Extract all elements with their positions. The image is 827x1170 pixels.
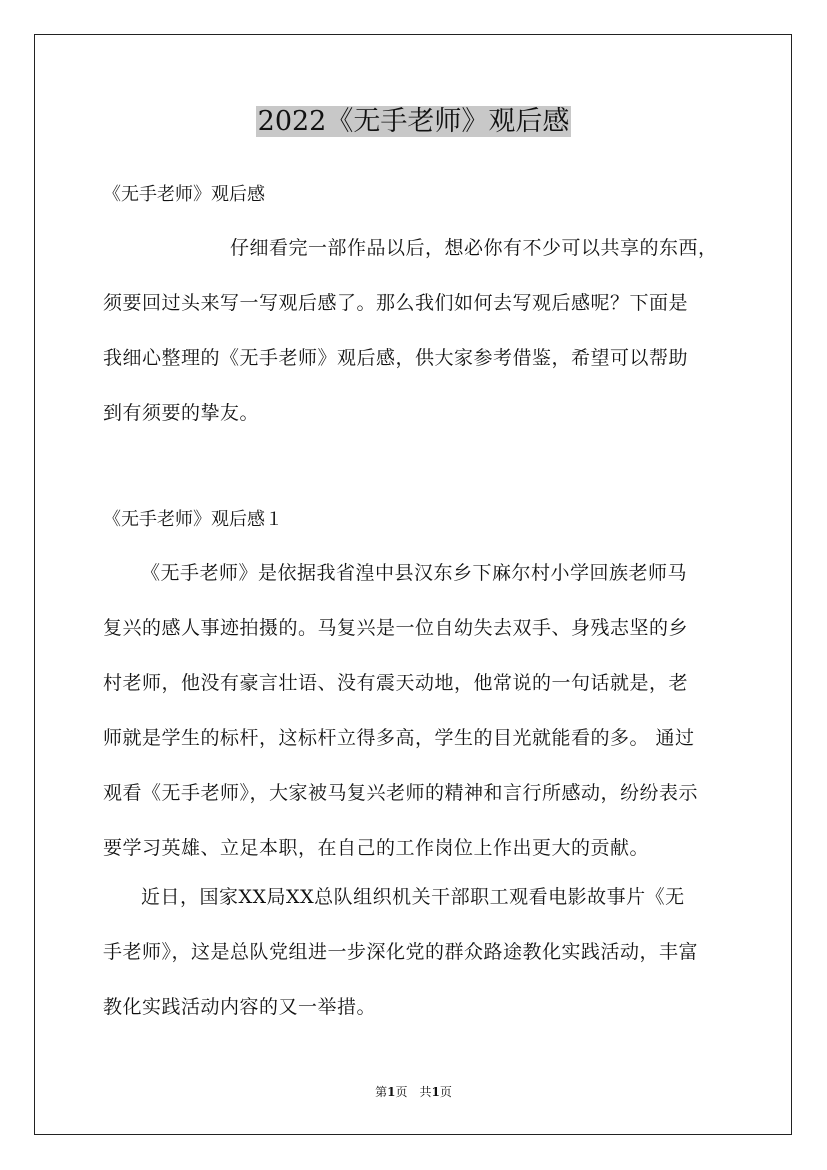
document-title-text: 2022《无手老师》观后感: [257, 106, 570, 137]
section1-paragraph-2: [103, 870, 727, 1035]
footer-page-total: 1: [431, 1085, 440, 1099]
intro-subheading: 《无手老师》观后感: [103, 184, 265, 205]
section1-paragraph-1: [103, 546, 727, 876]
intro-paragraph: [103, 221, 727, 441]
intro-line: 仔细看完一部作品以后，想必你有不少可以共享的东西，: [230, 237, 718, 259]
footer-page-current: 1: [387, 1085, 396, 1099]
footer-suffix: 页: [439, 1085, 452, 1099]
intro-line: 到有须要的挚友。: [103, 402, 260, 424]
intro-line: 须要回过头来写一写观后感了。那么我们如何去写观后感呢？下面是: [103, 292, 689, 314]
document-title: [0, 102, 827, 142]
section1-para2-line: 近日，国家XX局XX总队组织机关干部职工观看电影故事片《无: [141, 886, 685, 908]
section1-para2-line: 手老师》，这是总队党组进一步深化党的群众路途教化实践活动，丰富: [103, 941, 699, 963]
section1-para1-line: 村老师，他没有豪言壮语、没有震天动地，他常说的一句话就是，老: [103, 672, 689, 694]
section1-para1-line: 观看《无手老师》，大家被马复兴老师的精神和言行所感动，纷纷表示: [103, 782, 699, 804]
section1-para1-line: 要学习英雄、立足本职，在自己的工作岗位上作出更大的贡献。: [103, 837, 650, 859]
intro-line: 我细心整理的《无手老师》观后感，供大家参考借鉴，希望可以帮助: [103, 347, 689, 369]
section1-para1-line: 《无手老师》是依据我省湟中县汉东乡下麻尔村小学回族老师马: [141, 562, 688, 584]
section1-para1-line: 复兴的感人事迹拍摄的。马复兴是一位自幼失去双手、身残志坚的乡: [103, 617, 689, 639]
footer-prefix: 第: [375, 1085, 388, 1099]
section1-para2-line: 教化实践活动内容的又一举措。: [103, 996, 377, 1018]
page-footer: [0, 1083, 827, 1101]
section1-heading: 《无手老师》观后感１: [103, 509, 283, 530]
section1-para1-line: 师就是学生的标杆，这标杆立得多高，学生的目光就能看的多。 通过: [103, 727, 695, 749]
footer-mid: 页 共: [395, 1085, 432, 1099]
